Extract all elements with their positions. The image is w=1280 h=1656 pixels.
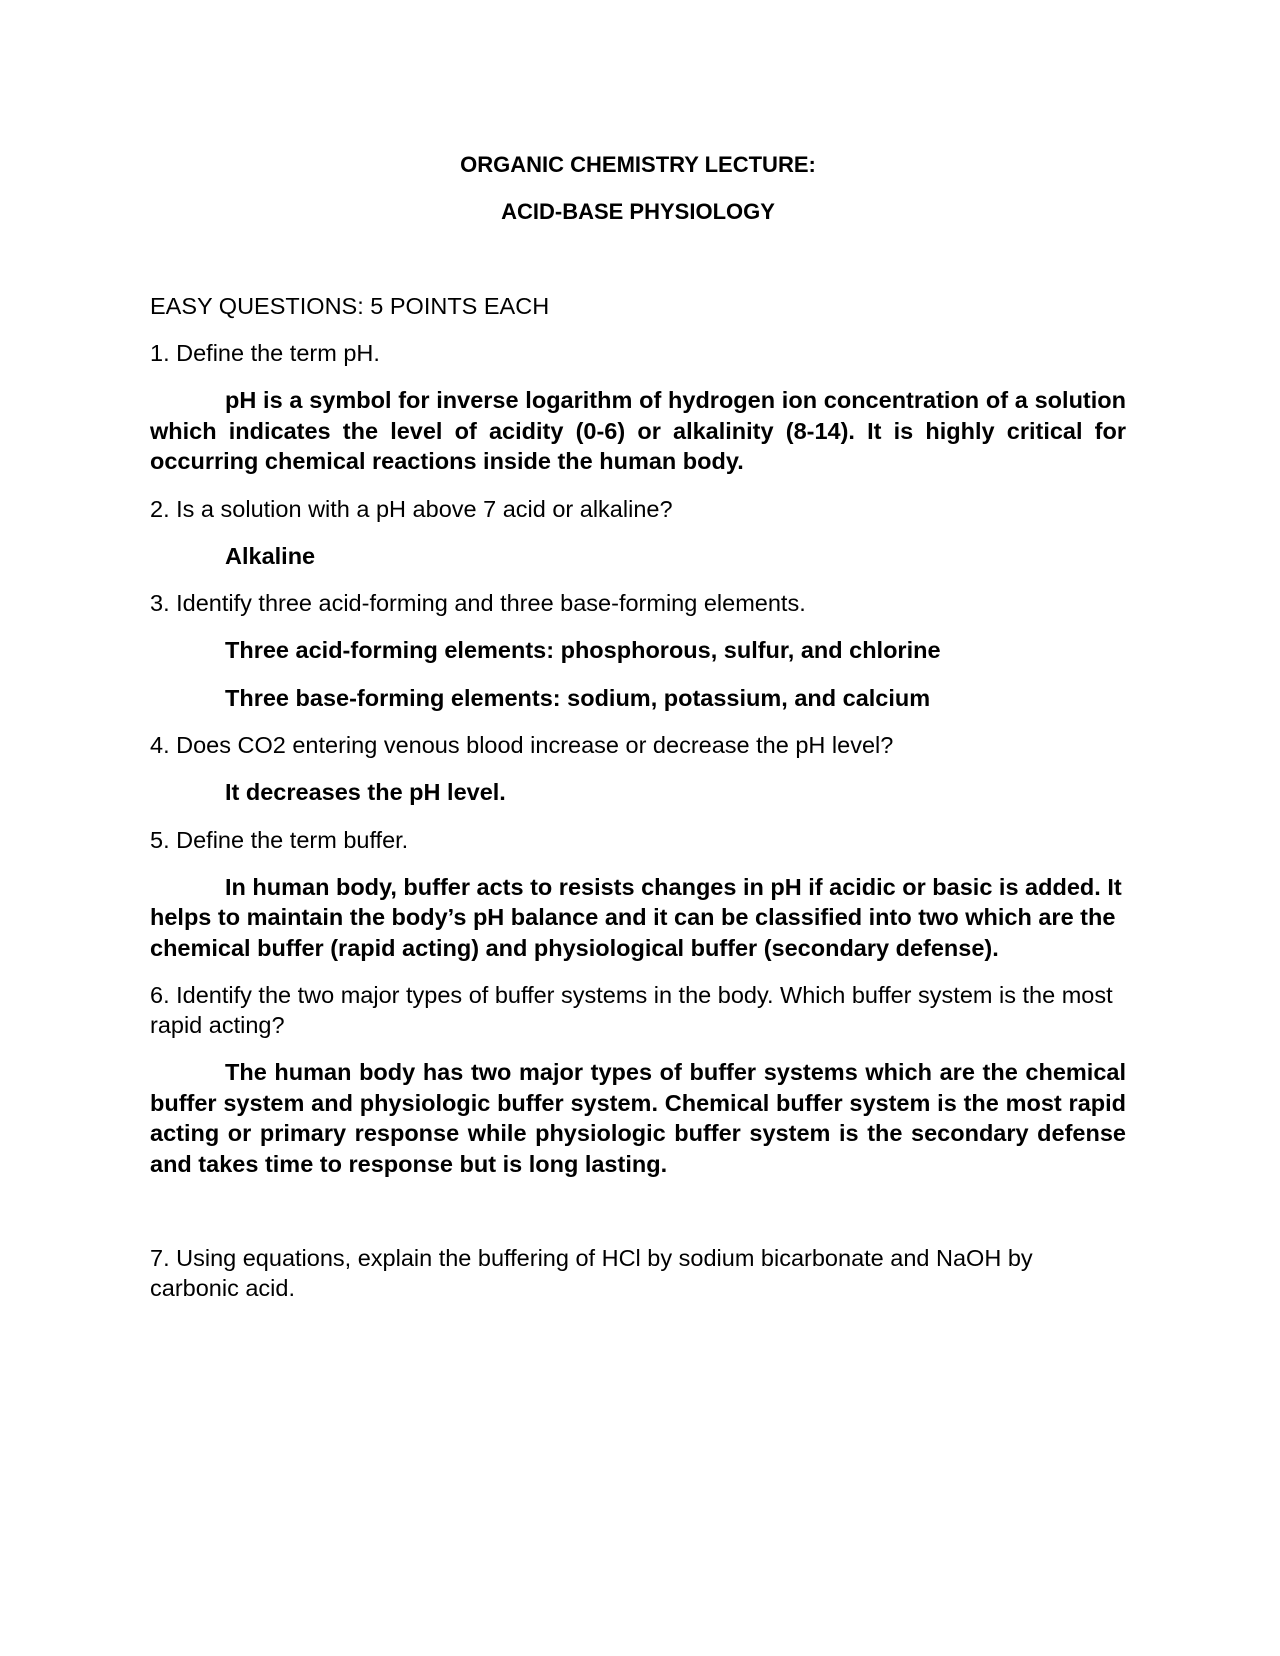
question-3: 3. Identify three acid-forming and three base-forming elements. [150,590,806,616]
answer-1: pH is a symbol for inverse logarithm of hydrogen ion concentration of a solution which indicates the level of acidity (0-6) or alkalinity (8-14). It is highly critical for occurring chemical reactions inside the human body. [150,387,1126,474]
answer-4: It decreases the pH level. [225,779,506,805]
question-6: 6. Identify the two major types of buffer systems in the body. Which buffer system is the most rapid acting? [150,982,1113,1038]
question-7: 7. Using equations, explain the buffering of HCl by sodium bicarbonate and NaOH by carbonic acid. [150,1245,1033,1301]
document-title-line-1: ORGANIC CHEMISTRY LECTURE: [460,152,816,177]
question-5: 5. Define the term buffer. [150,826,409,853]
section-heading: EASY QUESTIONS: 5 POINTS EACH [150,293,550,319]
question-1: 1. Define the term pH. [150,340,380,366]
question-2: 2. Is a solution with a pH above 7 acid or alkaline? [150,495,673,522]
document-title-line-2: ACID-BASE PHYSIOLOGY [501,199,775,224]
answer-2: Alkaline [225,542,316,569]
answer-5: In human body, buffer acts to resists changes in pH if acidic or basic is added. It helps to maintain the body’s pH balance and it can be classified into two which are the chemical buffer (rapid acting) and physiological buffer (secondary defense). [150,873,1122,961]
answer-6: The human body has two major types of buffer systems which are the chemical buffer system and physiologic buffer system. Chemical buffer system is the most rapid acting or primary response while physiologic buffer system is the secondary defense and takes time to response but is long lasting. [150,1059,1126,1177]
question-4: 4. Does CO2 entering venous blood increase or decrease the pH level? [150,732,894,758]
document-page [150,150,1126,1320]
answer-3-base-forming: Three base-forming elements: sodium, potassium, and calcium [225,684,931,711]
answer-3-acid-forming: Three acid-forming elements: phosphorous, sulfur, and chlorine [225,637,941,663]
